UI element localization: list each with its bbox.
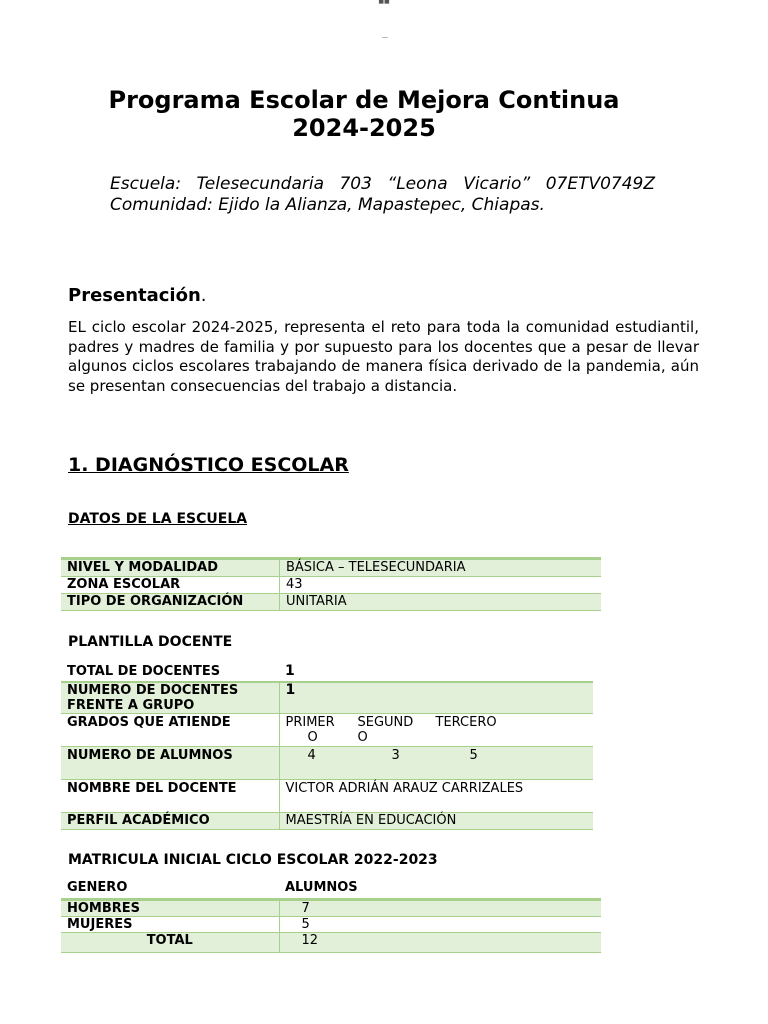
header-mark: ■■: [378, 0, 390, 5]
row-label: HOMBRES: [61, 900, 279, 917]
enrollment-table: [61, 878, 601, 953]
students-count: 4: [307, 748, 316, 763]
row-value: 5: [279, 917, 601, 933]
students-count: 3: [391, 748, 400, 763]
row-label: GRADOS QUE ATIENDE: [61, 714, 279, 747]
table-row: [61, 747, 593, 780]
row-value: MAESTRÍA EN EDUCACIÓN: [279, 813, 593, 830]
table-row: [61, 780, 593, 813]
row-label: NIVEL Y MODALIDAD: [61, 559, 280, 577]
row-value: UNITARIA: [280, 594, 602, 611]
row-label: TIPO DE ORGANIZACIÓN: [61, 594, 280, 611]
table-row: [61, 577, 601, 594]
total-value: 12: [279, 933, 601, 953]
row-value: BÁSICA – TELESECUNDARIA: [280, 559, 602, 577]
document-title: [60, 86, 668, 142]
grade-item: [358, 715, 436, 745]
enrollment-heading: MATRICULA INICIAL CICLO ESCOLAR 2022-2023: [68, 852, 438, 868]
total-label: TOTAL: [61, 933, 279, 953]
title-line-2: 2024-2025: [292, 114, 436, 142]
teaching-staff-heading: PLANTILLA DOCENTE: [68, 634, 233, 650]
row-label: NUMERO DE DOCENTES FRENTE A GRUPO: [61, 682, 279, 714]
diagnostic-heading: 1. DIAGNÓSTICO ESCOLAR: [68, 454, 349, 476]
table-row: [61, 559, 601, 577]
presentation-body: EL ciclo escolar 2024-2025, representa el reto para toda la comunidad estudiantil, padres y madres de familia y por supuesto para los docentes que a pesar de llevar algunos ciclos escolares trabajando de manera física derivado de la pandemia, aún se presentan consecuencias del trabajo a distancia.: [68, 318, 699, 395]
presentation-heading-text: Presentación: [68, 285, 201, 306]
row-label: TOTAL DE DOCENTES: [61, 662, 279, 682]
table-row: [61, 813, 593, 830]
school-data-heading: DATOS DE LA ESCUELA: [68, 511, 248, 527]
table-row: [61, 900, 601, 917]
column-header-gender: GENERO: [61, 878, 279, 900]
table-total-row: [61, 933, 601, 953]
grade-text-cont: O: [357, 730, 368, 745]
row-value: 43: [280, 577, 602, 594]
row-value: 1: [279, 662, 593, 682]
title-line-1: Programa Escolar de Mejora Continua: [108, 86, 620, 114]
row-label: NUMERO DE ALUMNOS: [61, 747, 279, 780]
grade-item: [286, 715, 358, 745]
table-header-row: [61, 878, 601, 900]
row-value: 1: [279, 682, 593, 714]
column-header-students: ALUMNOS: [279, 878, 601, 900]
table-row: [61, 714, 593, 747]
row-label: MUJERES: [61, 917, 279, 933]
table-row: [61, 594, 601, 611]
grade-text: TERCERO: [435, 715, 497, 730]
presentation-heading-punct: .: [200, 285, 207, 306]
school-info: Escuela: Telesecundaria 703 “Leona Vicario” 07ETV0749Z Comunidad: Ejido la Alianza, Mapastepec, Chiapas.: [110, 174, 655, 215]
header-small-mark: —: [382, 34, 388, 41]
row-label: ZONA ESCOLAR: [61, 577, 280, 594]
students-by-grade: [286, 748, 588, 763]
students-cell: [279, 747, 593, 780]
table-row: [61, 682, 593, 714]
grades-list: [286, 715, 588, 745]
table-row: [61, 662, 593, 682]
grade-text: SEGUND: [357, 715, 414, 730]
grade-item: [436, 715, 516, 745]
table-row: [61, 917, 601, 933]
row-label: NOMBRE DEL DOCENTE: [61, 780, 279, 813]
students-count: 5: [469, 748, 478, 763]
grades-cell: [279, 714, 593, 747]
row-value: VICTOR ADRIÁN ARAUZ CARRIZALES: [279, 780, 593, 813]
grade-text: PRIMER: [285, 715, 335, 730]
grade-text-cont: O: [307, 730, 318, 745]
row-value: 7: [279, 900, 601, 917]
row-label: PERFIL ACADÉMICO: [61, 813, 279, 830]
teaching-staff-table: [61, 662, 593, 830]
school-data-table: [61, 557, 601, 611]
presentation-heading: [68, 285, 207, 307]
